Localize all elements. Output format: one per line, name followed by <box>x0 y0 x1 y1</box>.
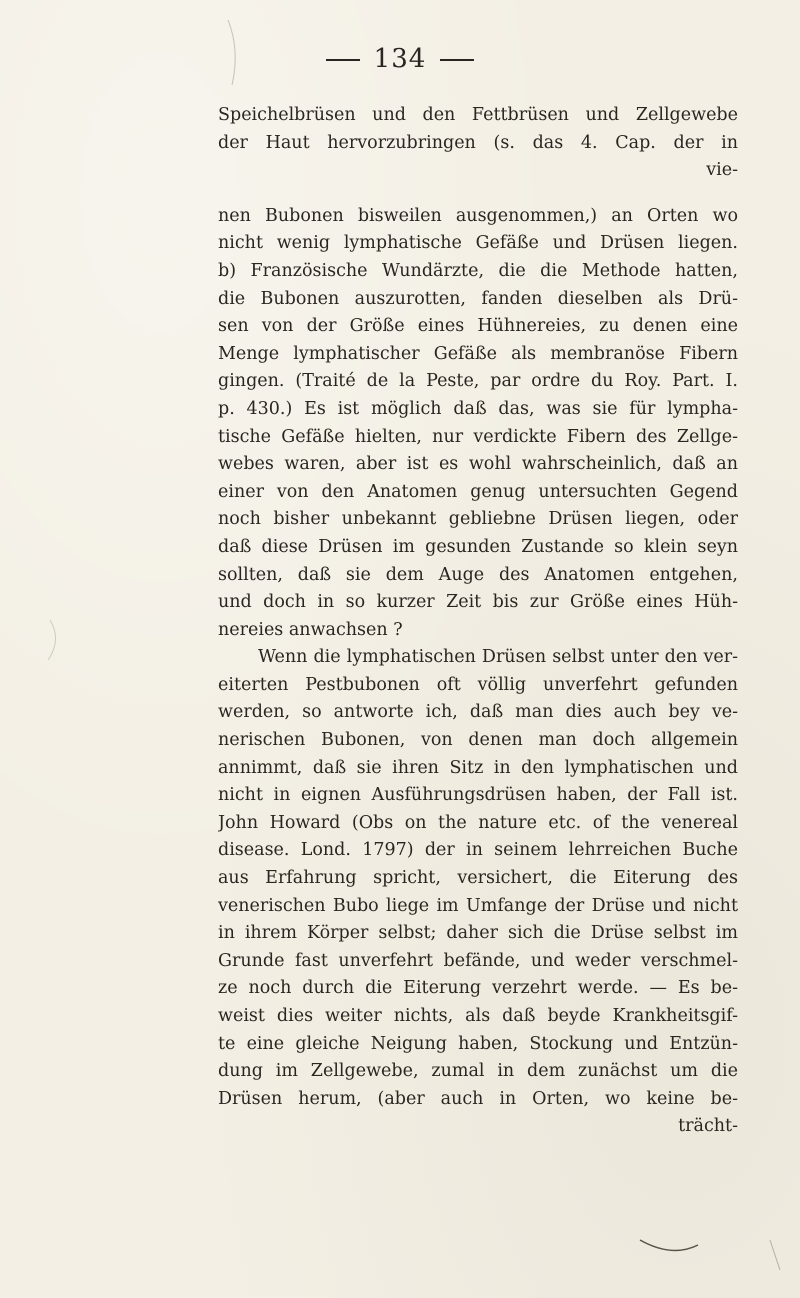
text-line: dung im Zellgewebe, zumal in dem zunächst um die <box>218 1061 738 1082</box>
text-line: Speichelbrüsen und den Fettbrüsen und Zellgewebe <box>218 105 738 125</box>
page-header <box>0 44 800 74</box>
page-body-text <box>218 102 738 1141</box>
text-line: ze noch durch die Eiterung verzehrt werde. — Es be- <box>218 978 738 999</box>
header-dash-right <box>440 59 474 61</box>
text-line: in ihrem Körper selbst; daher sich die Drüse selbst im <box>218 923 738 944</box>
text-line: aus Erfahrung spricht, versichert, die Eiterung des <box>218 868 738 889</box>
catchword-gap <box>218 185 738 203</box>
text-line: die Bubonen auszurotten, fanden dieselben als Drü- <box>218 288 738 309</box>
text-line: nerischen Bubonen, von denen man doch allgemein <box>218 730 738 751</box>
text-line: Grunde fast unverfehrt befände, und weder verschmel- <box>218 950 738 971</box>
text-line: und doch in so kurzer Zeit bis zur Größe eines Hüh- <box>218 592 738 613</box>
text-line: weist dies weiter nichts, als daß beyde Krankheitsgif- <box>218 1006 738 1026</box>
text-line: der Haut hervorzubringen (s. das 4. Cap. der in <box>218 132 738 153</box>
text-line: Wenn die lymphatischen Drüsen selbst unter den ver- <box>258 647 738 668</box>
header-dash-left <box>326 59 360 61</box>
text-line: John Howard (Obs on the nature etc. of the venereal <box>218 812 738 833</box>
text-line: venerischen Bubo liege im Umfange der Drüse und nicht <box>218 895 738 916</box>
page-number: 134 <box>373 44 427 74</box>
text-line: nereies anwachsen ? <box>218 619 403 640</box>
text-line: tische Gefäße hielten, nur verdickte Fibern des Zellge- <box>218 426 738 447</box>
text-line: werden, so antworte ich, daß man dies auch bey ve- <box>218 702 738 723</box>
text-line: p. 430.) Es ist möglich daß das, was sie für lympha- <box>218 398 738 419</box>
text-line: te eine gleiche Neigung haben, Stockung und Entzün- <box>218 1033 738 1054</box>
text-line: annimmt, daß sie ihren Sitz in den lymphatischen und <box>218 757 738 778</box>
text-line: gingen. (Traité de la Peste, par ordre du Roy. Part. I. <box>218 371 738 392</box>
text-line: einer von den Anatomen genug untersuchten Gegend <box>218 481 738 502</box>
text-line: eiterten Pestbubonen oft völlig unverfehrt gefunden <box>218 674 738 695</box>
text-line: Drüsen herum, (aber auch in Orten, wo keine be- <box>218 1088 738 1109</box>
text-line: nicht wenig lymphatische Gefäße und Drüsen liegen. <box>218 233 738 254</box>
text-line: nicht in eignen Ausführungsdrüsen haben, der Fall ist. <box>218 785 738 806</box>
text-line: daß diese Drüsen im gesunden Zustande so klein seyn <box>218 536 738 557</box>
text-line: sen von der Größe eines Hühnereies, zu denen eine <box>218 316 738 337</box>
catchword-line: vie- <box>706 160 738 181</box>
text-line: disease. Lond. 1797) der in seinem lehrreichen Buche <box>218 840 738 861</box>
text-line: noch bisher unbekannt gebliebne Drüsen liegen, oder <box>218 509 738 530</box>
text-line: webes waren, aber ist es wohl wahrscheinlich, daß an <box>218 454 738 475</box>
text-line: Menge lymphatischer Gefäße als membranöse Fibern <box>218 343 738 364</box>
text-line: nen Bubonen bisweilen ausgenommen,) an Orten wo <box>218 205 738 226</box>
text-line: b) Französische Wundärzte, die die Methode hatten, <box>218 260 738 281</box>
catchword-line: trächt- <box>678 1116 738 1137</box>
text-line: sollten, daß sie dem Auge des Anatomen entgehen, <box>218 564 738 585</box>
